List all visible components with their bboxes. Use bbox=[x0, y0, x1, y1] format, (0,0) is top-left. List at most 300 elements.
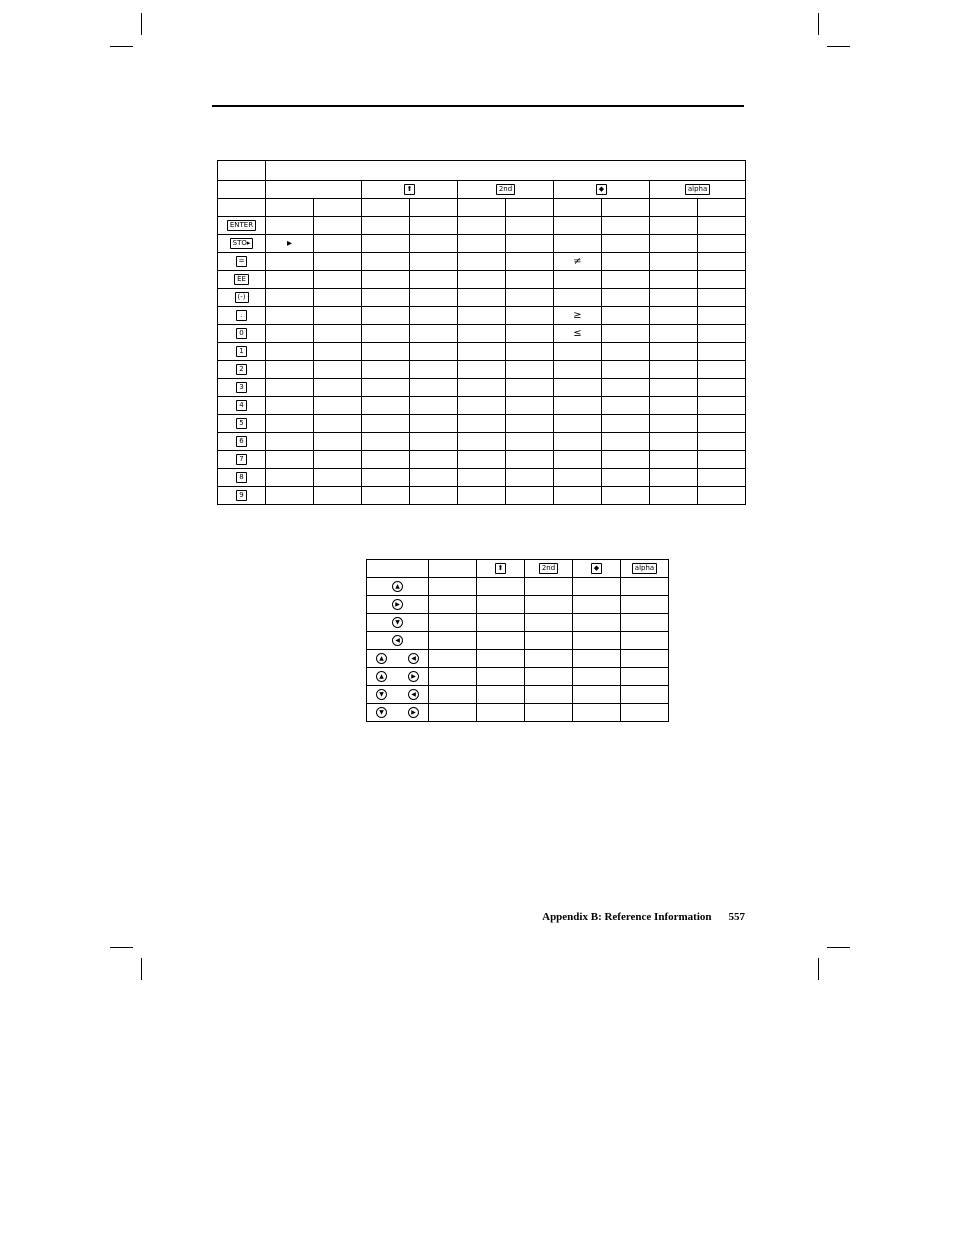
table-cell bbox=[410, 451, 458, 469]
calculator-key-icon: = bbox=[236, 256, 248, 267]
table-cell bbox=[698, 307, 746, 325]
table-cell bbox=[650, 325, 698, 343]
table-cell bbox=[602, 253, 650, 271]
table-cell bbox=[602, 433, 650, 451]
table-cell bbox=[458, 469, 506, 487]
table-cell bbox=[266, 397, 314, 415]
table-cell bbox=[362, 451, 410, 469]
table-cell bbox=[525, 704, 573, 722]
calculator-key-icon: (-) bbox=[235, 292, 249, 303]
alpha-key-icon: alpha bbox=[685, 184, 710, 195]
table-cell bbox=[314, 271, 362, 289]
table-cell bbox=[573, 650, 621, 668]
table-cell bbox=[650, 307, 698, 325]
key-cell bbox=[218, 487, 266, 505]
table-cell bbox=[314, 253, 362, 271]
crop-mark bbox=[141, 13, 142, 35]
table-cell bbox=[266, 289, 314, 307]
table-row bbox=[367, 668, 669, 686]
table-cell bbox=[698, 433, 746, 451]
table-row bbox=[218, 325, 746, 343]
key-cell bbox=[218, 271, 266, 289]
modifier-alpha-cell bbox=[650, 181, 746, 199]
table-cell bbox=[314, 433, 362, 451]
key-cell bbox=[218, 217, 266, 235]
table-cell bbox=[506, 253, 554, 271]
calculator-key-icon: 7 bbox=[236, 454, 247, 465]
table-cell bbox=[602, 415, 650, 433]
table-cell bbox=[621, 596, 669, 614]
table-cell bbox=[314, 469, 362, 487]
table-cell bbox=[698, 253, 746, 271]
table-cell bbox=[554, 469, 602, 487]
table-cell bbox=[362, 325, 410, 343]
table-cell bbox=[602, 469, 650, 487]
table-cell bbox=[458, 379, 506, 397]
table-row bbox=[367, 632, 669, 650]
modifier-header-row bbox=[367, 560, 669, 578]
arrow-key-group bbox=[367, 599, 428, 610]
table-cell bbox=[573, 596, 621, 614]
table-cell bbox=[266, 487, 314, 505]
table-cell bbox=[362, 307, 410, 325]
table-cell bbox=[266, 343, 314, 361]
table-cell bbox=[554, 415, 602, 433]
table-cell bbox=[650, 271, 698, 289]
table-cell bbox=[506, 361, 554, 379]
arrow-key-group bbox=[367, 707, 428, 718]
table-cell bbox=[698, 487, 746, 505]
table-cell bbox=[410, 433, 458, 451]
table-cell bbox=[266, 307, 314, 325]
table-cell bbox=[506, 199, 554, 217]
table-cell bbox=[429, 632, 477, 650]
arrow-left-icon: ◀ bbox=[408, 689, 419, 700]
table-cell bbox=[218, 161, 266, 181]
arrow-up-icon: ▲ bbox=[392, 581, 403, 592]
table-cell bbox=[650, 343, 698, 361]
table-cell bbox=[266, 415, 314, 433]
table-cell bbox=[314, 415, 362, 433]
key-cell bbox=[218, 361, 266, 379]
table-cell bbox=[266, 181, 362, 199]
table-cell bbox=[602, 217, 650, 235]
key-cell bbox=[218, 325, 266, 343]
table-cell bbox=[458, 253, 506, 271]
diamond-key-icon: ◆ bbox=[596, 184, 607, 195]
table-cell bbox=[314, 235, 362, 253]
table-cell bbox=[266, 325, 314, 343]
table-cell bbox=[506, 289, 554, 307]
key-cell bbox=[367, 632, 429, 650]
arrow-up-icon: ▲ bbox=[376, 653, 387, 664]
table-row bbox=[367, 596, 669, 614]
table-cell bbox=[266, 361, 314, 379]
table-cell bbox=[621, 686, 669, 704]
table-cell bbox=[477, 650, 525, 668]
table-cell bbox=[554, 271, 602, 289]
second-key-icon: 2nd bbox=[496, 184, 515, 195]
table-cell bbox=[650, 199, 698, 217]
table-row bbox=[218, 451, 746, 469]
table-cell bbox=[458, 235, 506, 253]
table-cell bbox=[429, 686, 477, 704]
table-row bbox=[218, 343, 746, 361]
table-cell bbox=[621, 614, 669, 632]
table-cell bbox=[458, 325, 506, 343]
table-cell bbox=[362, 379, 410, 397]
modifier-diamond-cell bbox=[554, 181, 650, 199]
table-cell bbox=[362, 235, 410, 253]
table-cell bbox=[410, 487, 458, 505]
calculator-key-icon: 2 bbox=[236, 364, 247, 375]
table-cell bbox=[554, 487, 602, 505]
table-cell bbox=[458, 343, 506, 361]
calculator-key-icon: 3 bbox=[236, 382, 247, 393]
table-cell bbox=[554, 451, 602, 469]
table-cell bbox=[506, 271, 554, 289]
calculator-key-icon: STO▸ bbox=[230, 238, 254, 249]
key-cell bbox=[218, 379, 266, 397]
table-cell bbox=[506, 397, 554, 415]
table-cell bbox=[621, 650, 669, 668]
table-cell bbox=[698, 289, 746, 307]
table-cell bbox=[650, 487, 698, 505]
page-footer bbox=[542, 911, 745, 923]
table-cell bbox=[410, 469, 458, 487]
table-cell bbox=[314, 343, 362, 361]
key-cell bbox=[367, 650, 429, 668]
table-cell bbox=[554, 289, 602, 307]
header-rule bbox=[212, 105, 744, 107]
table-cell bbox=[554, 325, 602, 343]
key-code-table bbox=[217, 160, 746, 505]
table-cell bbox=[314, 379, 362, 397]
table-cell bbox=[266, 161, 746, 181]
table-cell bbox=[218, 199, 266, 217]
table-cell bbox=[266, 433, 314, 451]
table-header-row bbox=[218, 161, 746, 181]
table-cell bbox=[506, 307, 554, 325]
calculator-key-icon: 8 bbox=[236, 472, 247, 483]
table-cell bbox=[602, 289, 650, 307]
table-cell bbox=[525, 596, 573, 614]
table-cell bbox=[554, 199, 602, 217]
key-cell bbox=[218, 415, 266, 433]
key-cell bbox=[218, 343, 266, 361]
table-cell bbox=[650, 433, 698, 451]
table-cell bbox=[506, 379, 554, 397]
modifier-2nd-cell bbox=[458, 181, 554, 199]
table-cell bbox=[602, 235, 650, 253]
table-cell bbox=[362, 397, 410, 415]
modifier-shift-cell bbox=[477, 560, 525, 578]
table-cell bbox=[506, 451, 554, 469]
table-cell bbox=[602, 199, 650, 217]
table-cell bbox=[602, 397, 650, 415]
table-cell bbox=[573, 614, 621, 632]
table-cell bbox=[429, 596, 477, 614]
shift-key-icon: ⬆ bbox=[495, 563, 507, 574]
arrow-key-group bbox=[367, 689, 428, 700]
table-cell bbox=[362, 217, 410, 235]
table-row bbox=[218, 469, 746, 487]
table-row bbox=[367, 578, 669, 596]
table-cell bbox=[602, 379, 650, 397]
crop-mark bbox=[818, 13, 819, 35]
arrow-right-icon: ▶ bbox=[408, 671, 419, 682]
crop-mark bbox=[110, 46, 133, 47]
arrow-down-icon: ▼ bbox=[376, 707, 387, 718]
table-cell bbox=[477, 704, 525, 722]
alpha-key-icon: alpha bbox=[632, 563, 657, 574]
table-cell bbox=[650, 289, 698, 307]
arrow-left-icon: ◀ bbox=[392, 635, 403, 646]
modifier-diamond-cell bbox=[573, 560, 621, 578]
table-cell bbox=[698, 217, 746, 235]
table-cell bbox=[554, 361, 602, 379]
table-cell bbox=[477, 578, 525, 596]
table-cell bbox=[410, 199, 458, 217]
table-cell bbox=[602, 343, 650, 361]
table-cell bbox=[458, 199, 506, 217]
table-cell bbox=[410, 289, 458, 307]
table-cell bbox=[266, 451, 314, 469]
table-cell bbox=[266, 379, 314, 397]
symbol-text: ≠ bbox=[573, 256, 582, 267]
table-cell bbox=[429, 560, 477, 578]
table-cell bbox=[573, 578, 621, 596]
table-cell bbox=[554, 253, 602, 271]
table-cell bbox=[362, 433, 410, 451]
table-cell bbox=[314, 199, 362, 217]
table-cell bbox=[458, 433, 506, 451]
calculator-key-icon: . bbox=[236, 310, 247, 321]
key-cell bbox=[367, 686, 429, 704]
table-cell bbox=[573, 704, 621, 722]
table-cell bbox=[650, 415, 698, 433]
table-cell bbox=[477, 632, 525, 650]
table-cell bbox=[410, 325, 458, 343]
key-cell bbox=[218, 433, 266, 451]
modifier-2nd-cell bbox=[525, 560, 573, 578]
table-cell bbox=[477, 596, 525, 614]
table-cell bbox=[314, 307, 362, 325]
table-cell bbox=[698, 379, 746, 397]
calculator-key-icon: 1 bbox=[236, 346, 247, 357]
modifier-header-row bbox=[218, 181, 746, 199]
second-key-icon: 2nd bbox=[539, 563, 558, 574]
calculator-key-icon: ENTER bbox=[227, 220, 256, 231]
key-cell bbox=[367, 668, 429, 686]
table-cell bbox=[362, 271, 410, 289]
table-cell bbox=[266, 235, 314, 253]
key-cell bbox=[218, 307, 266, 325]
table-cell bbox=[650, 217, 698, 235]
table-cell bbox=[621, 632, 669, 650]
footer-title: Appendix B: Reference Information bbox=[542, 911, 712, 923]
key-cell bbox=[367, 596, 429, 614]
table-cell bbox=[429, 578, 477, 596]
table-cell bbox=[525, 614, 573, 632]
table-cell bbox=[698, 325, 746, 343]
table-cell bbox=[429, 650, 477, 668]
table-cell bbox=[698, 235, 746, 253]
table-cell bbox=[650, 397, 698, 415]
table-cell bbox=[314, 487, 362, 505]
table-cell bbox=[458, 271, 506, 289]
table-cell bbox=[477, 668, 525, 686]
calculator-key-icon: 4 bbox=[236, 400, 247, 411]
table-cell bbox=[477, 614, 525, 632]
table-cell bbox=[525, 686, 573, 704]
table-row bbox=[218, 253, 746, 271]
shift-key-icon: ⬆ bbox=[404, 184, 416, 195]
arrow-left-icon: ◀ bbox=[408, 653, 419, 664]
calculator-key-icon: 5 bbox=[236, 418, 247, 429]
calculator-key-icon: 0 bbox=[236, 328, 247, 339]
table-cell bbox=[650, 235, 698, 253]
table-cell bbox=[650, 379, 698, 397]
table-cell bbox=[266, 253, 314, 271]
table-row bbox=[218, 271, 746, 289]
table-row bbox=[218, 289, 746, 307]
table-cell bbox=[458, 415, 506, 433]
table-cell bbox=[554, 397, 602, 415]
table-cell bbox=[429, 668, 477, 686]
table-cell bbox=[525, 668, 573, 686]
table-cell bbox=[698, 397, 746, 415]
table-cell bbox=[429, 704, 477, 722]
table-cell bbox=[602, 361, 650, 379]
table-cell bbox=[410, 361, 458, 379]
arrow-right-icon: ▶ bbox=[408, 707, 419, 718]
table-cell bbox=[362, 469, 410, 487]
arrow-key-group bbox=[367, 653, 428, 664]
arrow-key-group bbox=[367, 671, 428, 682]
symbol-text: ≤ bbox=[573, 328, 582, 339]
table-cell bbox=[266, 469, 314, 487]
table-cell bbox=[314, 325, 362, 343]
table-row bbox=[218, 415, 746, 433]
table-cell bbox=[698, 271, 746, 289]
table-cell bbox=[698, 415, 746, 433]
table-cell bbox=[362, 415, 410, 433]
table-row bbox=[218, 361, 746, 379]
table-cell bbox=[362, 343, 410, 361]
key-cell bbox=[367, 578, 429, 596]
arrow-key-group bbox=[367, 581, 428, 592]
table-cell bbox=[602, 325, 650, 343]
table-cell bbox=[429, 614, 477, 632]
table-row bbox=[367, 614, 669, 632]
table-cell bbox=[506, 469, 554, 487]
table-cell bbox=[506, 487, 554, 505]
table-cell bbox=[650, 253, 698, 271]
table-cell bbox=[410, 253, 458, 271]
table-row bbox=[218, 433, 746, 451]
table-row bbox=[218, 235, 746, 253]
table-cell bbox=[458, 217, 506, 235]
table-cell bbox=[621, 704, 669, 722]
diamond-key-icon: ◆ bbox=[591, 563, 602, 574]
table-cell bbox=[314, 397, 362, 415]
table-cell bbox=[506, 235, 554, 253]
arrow-down-icon: ▼ bbox=[392, 617, 403, 628]
calculator-key-icon: EE bbox=[234, 274, 249, 285]
key-cell bbox=[367, 614, 429, 632]
table-row bbox=[367, 686, 669, 704]
table-cell bbox=[573, 686, 621, 704]
table-cell bbox=[698, 451, 746, 469]
key-cell bbox=[218, 451, 266, 469]
crop-mark bbox=[141, 958, 142, 980]
arrow-key-code-table bbox=[366, 559, 669, 722]
table-cell bbox=[621, 578, 669, 596]
key-cell bbox=[218, 289, 266, 307]
table-cell bbox=[218, 181, 266, 199]
table-cell bbox=[314, 361, 362, 379]
table-row bbox=[218, 397, 746, 415]
table-cell bbox=[362, 199, 410, 217]
table-cell bbox=[477, 686, 525, 704]
table-cell bbox=[458, 397, 506, 415]
key-cell bbox=[367, 704, 429, 722]
table-cell bbox=[410, 415, 458, 433]
table-cell bbox=[458, 361, 506, 379]
table-cell bbox=[554, 343, 602, 361]
table-cell bbox=[410, 343, 458, 361]
table-cell bbox=[573, 632, 621, 650]
table-cell bbox=[362, 253, 410, 271]
crop-mark bbox=[827, 46, 850, 47]
table-cell bbox=[367, 560, 429, 578]
table-cell bbox=[314, 451, 362, 469]
calculator-key-icon: 9 bbox=[236, 490, 247, 501]
table-cell bbox=[458, 307, 506, 325]
table-cell bbox=[554, 433, 602, 451]
table-cell bbox=[506, 325, 554, 343]
table-row bbox=[218, 487, 746, 505]
table-row bbox=[367, 704, 669, 722]
table-cell bbox=[698, 343, 746, 361]
calculator-key-icon: 6 bbox=[236, 436, 247, 447]
table-cell bbox=[602, 307, 650, 325]
table-cell bbox=[458, 487, 506, 505]
symbol-text: ≥ bbox=[573, 310, 582, 321]
arrow-right-icon: ▶ bbox=[392, 599, 403, 610]
table-cell bbox=[554, 379, 602, 397]
subheader-row bbox=[218, 199, 746, 217]
table-cell bbox=[362, 289, 410, 307]
table-cell bbox=[410, 217, 458, 235]
key-cell bbox=[218, 397, 266, 415]
key-cell bbox=[218, 253, 266, 271]
table-cell bbox=[506, 415, 554, 433]
crop-mark bbox=[818, 958, 819, 980]
table-cell bbox=[458, 289, 506, 307]
table-cell bbox=[362, 487, 410, 505]
arrow-up-icon: ▲ bbox=[376, 671, 387, 682]
table-cell bbox=[410, 397, 458, 415]
table-cell bbox=[525, 632, 573, 650]
table-cell bbox=[650, 451, 698, 469]
symbol-text: ▸ bbox=[286, 238, 293, 249]
table-row bbox=[218, 307, 746, 325]
crop-mark bbox=[827, 947, 850, 948]
table-cell bbox=[410, 307, 458, 325]
table-row bbox=[367, 650, 669, 668]
